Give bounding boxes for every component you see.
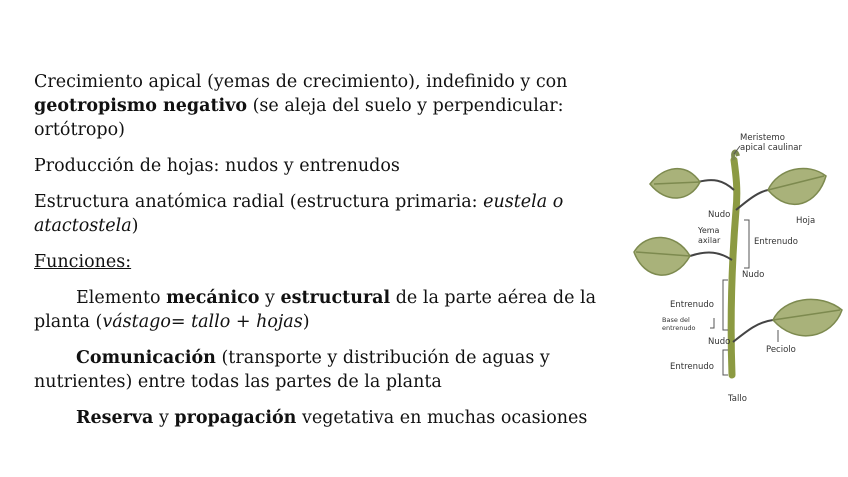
- leaf-top-right: [768, 168, 826, 204]
- paragraph-functions-heading: [34, 250, 624, 274]
- paragraph-growth: [34, 70, 624, 142]
- f1-text-mid: de la parte aérea de la planta (: [34, 288, 597, 332]
- label-entrenudo-lower: Entrenudo: [670, 362, 714, 372]
- label-nudo-lower: Nudo: [708, 337, 731, 347]
- mechanical-term: mecánico: [166, 288, 260, 308]
- f1-text-end: ): [302, 312, 310, 332]
- leaf-bottom-right: [773, 299, 842, 335]
- label-peciolo: Peciolo: [766, 345, 796, 355]
- structure-text: Estructura anatómica radial (estructura primaria:: [34, 192, 484, 212]
- paragraph-leaves: [34, 154, 624, 178]
- label-nudo-middle: Nudo: [742, 270, 765, 280]
- label-axilar: axilar: [698, 236, 721, 245]
- stem-shape: [731, 160, 737, 375]
- functions-heading: Funciones:: [34, 252, 132, 272]
- vastago-term: vástago= tallo + hojas: [102, 312, 303, 332]
- function-reserve: [34, 406, 624, 430]
- leaves-text: Producción de hojas: nudos y entrenudos: [34, 156, 400, 176]
- paragraph-structure: [34, 190, 624, 238]
- f3-text: vegetativa en muchas ocasiones: [296, 408, 588, 428]
- propagation-term: propagación: [174, 408, 297, 428]
- label-meristemo: Meristemo: [740, 133, 785, 143]
- label-entrenudo-middle: Entrenudo: [670, 300, 714, 310]
- growth-text: Crecimiento apical (yemas de crecimiento), indefinido y con: [34, 72, 568, 92]
- label-yema: Yema: [698, 226, 720, 235]
- reserve-term: Reserva: [76, 408, 154, 428]
- label-base: Base del: [662, 316, 690, 324]
- label-apical: apical caulinar: [740, 143, 802, 153]
- structural-term: estructural: [280, 288, 391, 308]
- communication-term: Comunicación: [76, 348, 216, 368]
- stem-diagram: [628, 120, 848, 420]
- structure-text-end: ): [131, 216, 139, 236]
- text-body: [34, 70, 624, 442]
- f1-text: Elemento: [76, 288, 167, 308]
- eustela-term: eustela o atactostela: [34, 192, 564, 236]
- label-entrenudo-upper: Entrenudo: [754, 237, 798, 247]
- geotropism-term: geotropismo negativo: [34, 96, 248, 116]
- label-tallo: Tallo: [728, 394, 747, 404]
- growth-text-end: (se aleja del suelo y perpendicular: ortótropo): [34, 96, 564, 140]
- label-entrenudo-small: entrenudo: [662, 324, 696, 332]
- function-mechanical: [34, 286, 624, 334]
- leaf-top-left: [650, 169, 700, 198]
- leaf-middle-left: [634, 237, 690, 275]
- label-hoja: Hoja: [796, 216, 816, 226]
- f1-and: y: [259, 288, 281, 308]
- f2-text: (transporte y distribución de aguas y nutrientes) entre todas las partes de la planta: [34, 348, 550, 392]
- function-communication: [34, 346, 624, 394]
- label-nudo-top: Nudo: [708, 210, 731, 220]
- f3-and: y: [153, 408, 175, 428]
